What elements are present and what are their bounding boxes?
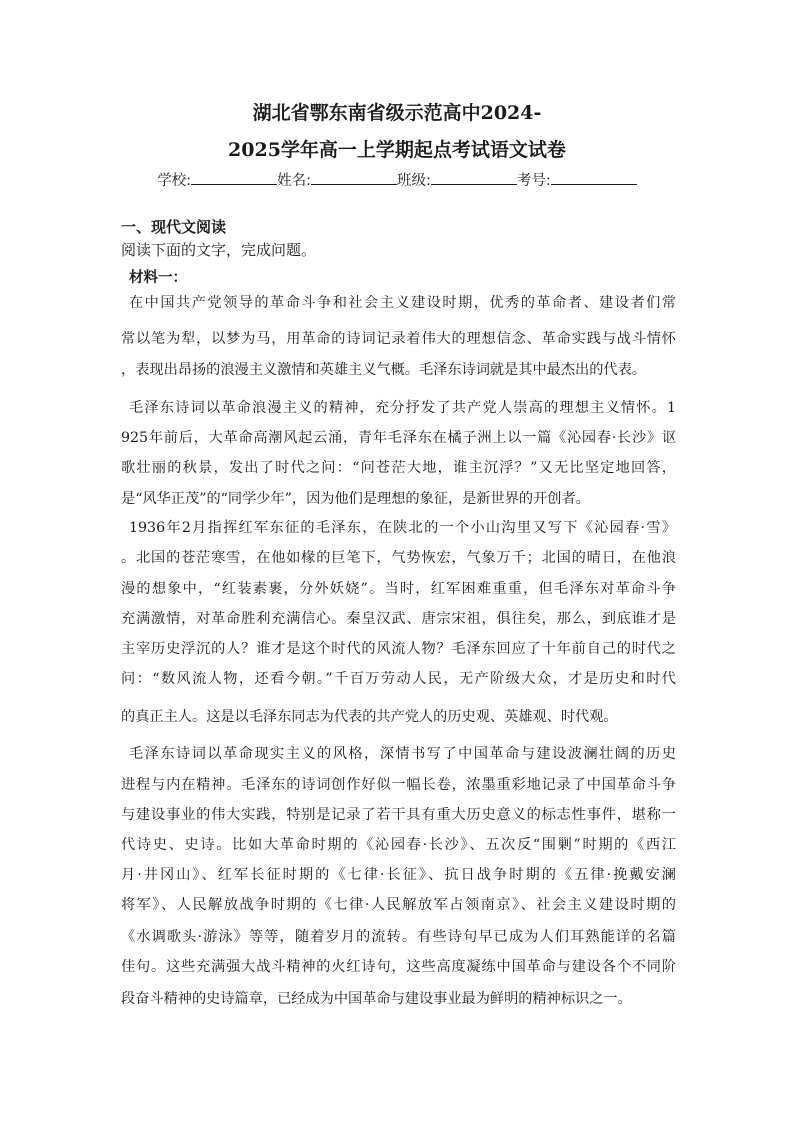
- section-heading: 一、现代文阅读: [121, 218, 227, 236]
- text-line: 歌壮丽的秋景，发出了时代之问：“问苍茫大地，谁主沉浮？”又无比坚定地回答，: [121, 460, 676, 476]
- text-line: 是“风华正茂”的“同学少年”，因为他们是理想的象征，是新世界的开创者。: [121, 491, 590, 507]
- text-line: 问：“数风流人物，还看今朝。”千百万劳动人民，无产阶级大众，才是历史和时代: [121, 671, 676, 687]
- text-line: 进程与内在精神。毛泽东的诗词创作好似一幅长卷，浓墨重彩地记录了中国革命斗争: [121, 777, 676, 793]
- student-info-row: [0, 170, 794, 192]
- text-line: 段奋斗精神的史诗篇章，已经成为中国革命与建设事业最为鲜明的精神标识之一。: [121, 991, 632, 1007]
- text-line: 《水调歌头·游泳》等等，随着岁月的流转。有些诗句早已成为人们耳熟能详的名篇: [121, 929, 676, 945]
- text-line: 充满激情，对革命胜利充满信心。秦皇汉武、唐宗宋祖，俱往矣，那么，到底谁才是: [121, 611, 676, 627]
- text-line: 月·井冈山》、红军长征时期的《七律·长征》、抗日战争时期的《五律·挽戴安澜: [121, 867, 676, 883]
- material-label: 材料一：: [129, 269, 187, 286]
- school-blank: [191, 170, 277, 185]
- text-line: 毛泽东诗词以革命浪漫主义的精神，充分抒发了共产党人崇高的理想主义情怀。1: [129, 400, 676, 416]
- text-line: 常以笔为犁，以梦为马，用革命的诗词记录着伟大的理想信念、革命实践与战斗情怀: [121, 331, 676, 347]
- text-line: ，表现出昂扬的浪漫主义激情和英雄主义气概。毛泽东诗词就是其中最杰出的代表。: [121, 362, 646, 378]
- class-blank: [431, 170, 517, 185]
- text-line: 1936年2月指挥红军东征的毛泽东，在陕北的一个小山沟里又写下《沁园春·雪》: [129, 520, 676, 536]
- text-line: 代诗史、史诗。比如大革命时期的《沁园春·长沙》、五次反“围剿”时期的《西江: [121, 837, 676, 853]
- text-line: 漫的想象中，“红装素裹，分外妖娆”。当时，红军困难重重，但毛泽东对革命斗争: [121, 581, 676, 597]
- text-line: 主宰历史浮沉的人？谁才是这个时代的风流人物？毛泽东回应了十年前自己的时代之: [121, 641, 676, 657]
- class-label: 班级:: [397, 173, 431, 189]
- text-line: 与建设事业的伟大实践，特别是记录了若干具有重大历史意义的标志性事件，堪称一: [121, 807, 676, 823]
- reading-instruction: 阅读下面的文字，完成问题。: [121, 241, 317, 259]
- text-line: 将军》、人民解放战争时期的《七律·人民解放军占领南京》、社会主义建设时期的: [121, 897, 676, 913]
- document-title-line-2: 2025学年高一上学期起点考试语文试卷: [228, 139, 566, 161]
- text-line: 佳句。这些充满强大战斗精神的火红诗句，这些高度凝练中国革命与建设各个不同阶: [121, 959, 676, 975]
- name-blank: [311, 170, 397, 185]
- text-line: 925年前后，大革命高潮风起云涌，青年毛泽东在橘子洲上以一篇《沁园春·长沙》讴: [121, 430, 676, 446]
- exam-no-label: 考号:: [516, 173, 551, 189]
- name-label: 姓名:: [277, 173, 311, 189]
- text-line: 。北国的苍茫寒雪，在他如椽的巨笔下，气势恢宏，气象万千；北国的晴日，在他浪: [121, 550, 676, 566]
- exam-no-blank: [551, 170, 637, 185]
- text-line: 在中国共产党领导的革命斗争和社会主义建设时期，优秀的革命者、建设者们常: [129, 295, 676, 311]
- text-line: 的真正主人。这是以毛泽东同志为代表的共产党人的历史观、英雄观、时代观。: [121, 709, 618, 725]
- school-label: 学校:: [157, 173, 192, 189]
- text-line: 毛泽东诗词以革命现实主义的风格，深情书写了中国革命与建设波澜壮阔的历史: [129, 746, 676, 762]
- document-title-line-1: 湖北省鄂东南省级示范高中2024-: [252, 102, 542, 124]
